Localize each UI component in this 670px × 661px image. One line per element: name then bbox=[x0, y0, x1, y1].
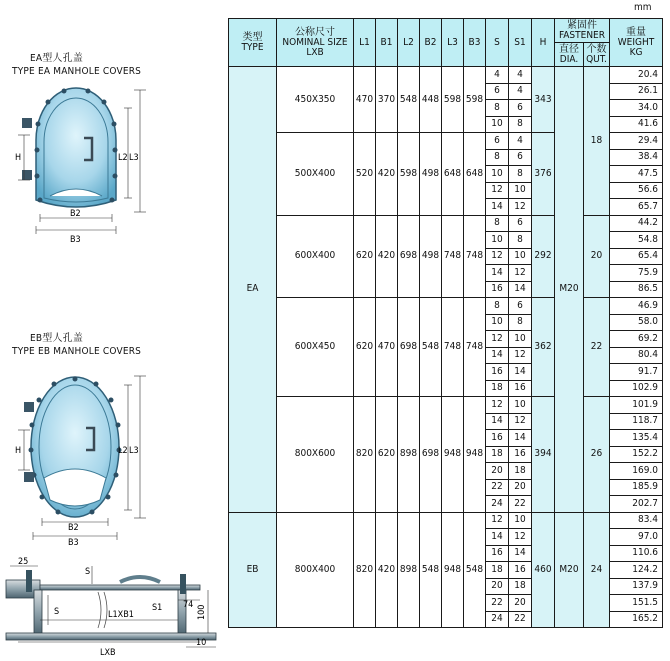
s1-cell: 10 bbox=[509, 182, 532, 199]
s1-cell: 22 bbox=[509, 611, 532, 628]
l2-cell: 698 bbox=[398, 298, 420, 397]
b1-cell: 420 bbox=[376, 133, 398, 216]
b2-cell: 548 bbox=[420, 512, 442, 628]
l2-cell: 898 bbox=[398, 397, 420, 513]
b1-cell: 620 bbox=[376, 397, 398, 513]
header-l1: L1 bbox=[354, 19, 376, 67]
weight-cell: 56.6 bbox=[610, 182, 663, 199]
weight-cell: 65.7 bbox=[610, 199, 663, 216]
section-l1xb1-label: L1XB1 bbox=[108, 610, 134, 620]
s-cell: 12 bbox=[486, 397, 509, 414]
s1-cell: 10 bbox=[509, 397, 532, 414]
weight-cell: 185.9 bbox=[610, 479, 663, 496]
s-cell: 16 bbox=[486, 281, 509, 298]
s-cell: 18 bbox=[486, 446, 509, 463]
s1-cell: 14 bbox=[509, 545, 532, 562]
weight-cell: 58.0 bbox=[610, 314, 663, 331]
weight-cell: 124.2 bbox=[610, 562, 663, 579]
s1-cell: 6 bbox=[509, 149, 532, 166]
nominal-size-cell: 500X400 bbox=[277, 133, 354, 216]
type-cell: EB bbox=[229, 512, 277, 628]
spec-table bbox=[228, 18, 663, 628]
s1-cell: 10 bbox=[509, 248, 532, 265]
eb-title-en: TYPE EB MANHOLE COVERS bbox=[12, 346, 142, 357]
s1-cell: 20 bbox=[509, 479, 532, 496]
s-cell: 20 bbox=[486, 463, 509, 480]
weight-cell: 46.9 bbox=[610, 298, 663, 315]
header-s1: S1 bbox=[509, 19, 532, 67]
s1-cell: 16 bbox=[509, 380, 532, 397]
ea-h-label: H bbox=[15, 153, 22, 163]
header-dia: 直径 DIA. bbox=[555, 43, 584, 67]
weight-cell: 69.2 bbox=[610, 331, 663, 348]
weight-cell: 151.5 bbox=[610, 595, 663, 612]
s-cell: 10 bbox=[486, 232, 509, 249]
eb-cover-drawing bbox=[15, 376, 146, 548]
header-type: 类型 TYPE bbox=[229, 19, 277, 67]
weight-cell: 137.9 bbox=[610, 578, 663, 595]
s-cell: 24 bbox=[486, 611, 509, 628]
section-s1-label: S1 bbox=[152, 603, 163, 613]
s-cell: 14 bbox=[486, 199, 509, 216]
weight-cell: 29.4 bbox=[610, 133, 663, 150]
b1-cell: 470 bbox=[376, 298, 398, 397]
s1-cell: 6 bbox=[509, 215, 532, 232]
s-cell: 22 bbox=[486, 595, 509, 612]
weight-cell: 169.0 bbox=[610, 463, 663, 480]
s-cell: 10 bbox=[486, 166, 509, 183]
spec-table-body bbox=[229, 67, 663, 628]
s-cell: 20 bbox=[486, 578, 509, 595]
weight-cell: 65.4 bbox=[610, 248, 663, 265]
s1-cell: 8 bbox=[509, 116, 532, 133]
s-cell: 6 bbox=[486, 133, 509, 150]
l1-cell: 620 bbox=[354, 298, 376, 397]
dia-cell: M20 bbox=[555, 512, 584, 628]
s1-cell: 8 bbox=[509, 166, 532, 183]
weight-cell: 38.4 bbox=[610, 149, 663, 166]
weight-cell: 135.4 bbox=[610, 430, 663, 447]
weight-cell: 91.7 bbox=[610, 364, 663, 381]
ea-cover-drawing bbox=[15, 88, 146, 245]
l2-cell: 898 bbox=[398, 512, 420, 628]
l1-cell: 820 bbox=[354, 397, 376, 513]
s-cell: 8 bbox=[486, 298, 509, 315]
nominal-size-cell: 450X350 bbox=[277, 67, 354, 133]
section-drawing bbox=[6, 557, 216, 658]
s1-cell: 8 bbox=[509, 232, 532, 249]
l1-cell: 470 bbox=[354, 67, 376, 133]
s-cell: 10 bbox=[486, 314, 509, 331]
weight-cell: 86.5 bbox=[610, 281, 663, 298]
s1-cell: 16 bbox=[509, 446, 532, 463]
section-100-label: 100 bbox=[197, 604, 207, 620]
s1-cell: 10 bbox=[509, 331, 532, 348]
weight-cell: 165.2 bbox=[610, 611, 663, 628]
s1-cell: 14 bbox=[509, 364, 532, 381]
nominal-size-cell: 600X400 bbox=[277, 215, 354, 298]
weight-cell: 110.6 bbox=[610, 545, 663, 562]
weight-cell: 20.4 bbox=[610, 67, 663, 84]
s1-cell: 14 bbox=[509, 430, 532, 447]
h-cell: 292 bbox=[532, 215, 555, 298]
l1-cell: 620 bbox=[354, 215, 376, 298]
l1-cell: 820 bbox=[354, 512, 376, 628]
s1-cell: 10 bbox=[509, 512, 532, 529]
b2-cell: 548 bbox=[420, 298, 442, 397]
s-cell: 4 bbox=[486, 67, 509, 84]
h-cell: 362 bbox=[532, 298, 555, 397]
section-74-label: 74 bbox=[183, 600, 194, 610]
s-cell: 12 bbox=[486, 331, 509, 348]
qty-cell: 22 bbox=[584, 298, 610, 397]
s-cell: 12 bbox=[486, 248, 509, 265]
b1-cell: 370 bbox=[376, 67, 398, 133]
s1-cell: 6 bbox=[509, 100, 532, 117]
b3-cell: 748 bbox=[464, 215, 486, 298]
section-s-left-label: S bbox=[54, 607, 60, 617]
qty-cell: 26 bbox=[584, 397, 610, 513]
s-cell: 14 bbox=[486, 529, 509, 546]
weight-cell: 102.9 bbox=[610, 380, 663, 397]
b3-cell: 548 bbox=[464, 512, 486, 628]
l3-cell: 948 bbox=[442, 397, 464, 513]
l3-cell: 748 bbox=[442, 298, 464, 397]
nominal-size-cell: 800X400 bbox=[277, 512, 354, 628]
l1-cell: 520 bbox=[354, 133, 376, 216]
b2-cell: 698 bbox=[420, 397, 442, 513]
s-cell: 16 bbox=[486, 364, 509, 381]
b1-cell: 420 bbox=[376, 215, 398, 298]
table-row bbox=[229, 512, 663, 529]
b3-cell: 648 bbox=[464, 133, 486, 216]
b2-cell: 498 bbox=[420, 215, 442, 298]
s1-cell: 20 bbox=[509, 595, 532, 612]
s1-cell: 18 bbox=[509, 463, 532, 480]
weight-cell: 118.7 bbox=[610, 413, 663, 430]
weight-cell: 44.2 bbox=[610, 215, 663, 232]
section-25-label: 25 bbox=[18, 557, 29, 567]
s1-cell: 4 bbox=[509, 133, 532, 150]
s-cell: 8 bbox=[486, 100, 509, 117]
ea-l2-label: L2 bbox=[118, 153, 128, 163]
s1-cell: 12 bbox=[509, 529, 532, 546]
s1-cell: 4 bbox=[509, 83, 532, 100]
b3-cell: 748 bbox=[464, 298, 486, 397]
ea-title-en: TYPE EA MANHOLE COVERS bbox=[12, 66, 142, 77]
b3-cell: 948 bbox=[464, 397, 486, 513]
s-cell: 14 bbox=[486, 347, 509, 364]
weight-cell: 83.4 bbox=[610, 512, 663, 529]
b1-cell: 420 bbox=[376, 512, 398, 628]
weight-cell: 41.6 bbox=[610, 116, 663, 133]
weight-cell: 75.9 bbox=[610, 265, 663, 282]
header-h: H bbox=[532, 19, 555, 67]
section-s-top-label: S bbox=[85, 567, 91, 577]
s-cell: 8 bbox=[486, 215, 509, 232]
weight-cell: 54.8 bbox=[610, 232, 663, 249]
eb-l3-label: L3 bbox=[129, 446, 139, 456]
header-b3: B3 bbox=[464, 19, 486, 67]
s-cell: 24 bbox=[486, 496, 509, 513]
weight-cell: 101.9 bbox=[610, 397, 663, 414]
weight-cell: 47.5 bbox=[610, 166, 663, 183]
eb-b3-label: B3 bbox=[68, 538, 79, 548]
table-row bbox=[229, 67, 663, 84]
s1-cell: 6 bbox=[509, 298, 532, 315]
h-cell: 394 bbox=[532, 397, 555, 513]
b2-cell: 498 bbox=[420, 133, 442, 216]
dia-cell: M20 bbox=[555, 67, 584, 513]
eb-h-label: H bbox=[15, 446, 22, 456]
header-l3: L3 bbox=[442, 19, 464, 67]
weight-cell: 202.7 bbox=[610, 496, 663, 513]
header-s: S bbox=[486, 19, 509, 67]
qty-cell: 20 bbox=[584, 215, 610, 298]
header-nominal-size: 公称尺寸 NOMINAL SIZE LXB bbox=[277, 19, 354, 67]
qty-cell: 24 bbox=[584, 512, 610, 628]
s-cell: 6 bbox=[486, 83, 509, 100]
s-cell: 10 bbox=[486, 116, 509, 133]
section-10-label: 10 bbox=[196, 638, 207, 648]
type-cell: EA bbox=[229, 67, 277, 513]
s1-cell: 8 bbox=[509, 314, 532, 331]
s-cell: 18 bbox=[486, 562, 509, 579]
weight-cell: 80.4 bbox=[610, 347, 663, 364]
header-fastener: 紧固件 FASTENER bbox=[555, 19, 610, 43]
nominal-size-cell: 800X600 bbox=[277, 397, 354, 513]
s-cell: 12 bbox=[486, 182, 509, 199]
eb-b2-label: B2 bbox=[68, 523, 79, 533]
eb-title-cn: EB型人孔盖 bbox=[30, 333, 84, 344]
ea-title-cn: EA型人孔盖 bbox=[30, 53, 84, 64]
unit-label: mm bbox=[634, 2, 652, 13]
s-cell: 8 bbox=[486, 149, 509, 166]
header-b1: B1 bbox=[376, 19, 398, 67]
s-cell: 16 bbox=[486, 545, 509, 562]
s1-cell: 16 bbox=[509, 562, 532, 579]
b3-cell: 598 bbox=[464, 67, 486, 133]
s-cell: 22 bbox=[486, 479, 509, 496]
s-cell: 16 bbox=[486, 430, 509, 447]
l2-cell: 698 bbox=[398, 215, 420, 298]
nominal-size-cell: 600X450 bbox=[277, 298, 354, 397]
drawings bbox=[0, 0, 228, 661]
l3-cell: 748 bbox=[442, 215, 464, 298]
s1-cell: 18 bbox=[509, 578, 532, 595]
l3-cell: 648 bbox=[442, 133, 464, 216]
b2-cell: 448 bbox=[420, 67, 442, 133]
weight-cell: 152.2 bbox=[610, 446, 663, 463]
header-l2: L2 bbox=[398, 19, 420, 67]
s1-cell: 12 bbox=[509, 347, 532, 364]
header-qut: 个数 QUT. bbox=[584, 43, 610, 67]
table-row bbox=[229, 215, 663, 232]
ea-b2-label: B2 bbox=[70, 209, 81, 219]
h-cell: 460 bbox=[532, 512, 555, 628]
s-cell: 12 bbox=[486, 512, 509, 529]
weight-cell: 97.0 bbox=[610, 529, 663, 546]
s1-cell: 22 bbox=[509, 496, 532, 513]
s-cell: 14 bbox=[486, 413, 509, 430]
header-weight: 重量 WEIGHT KG bbox=[610, 19, 663, 67]
h-cell: 376 bbox=[532, 133, 555, 216]
table-row bbox=[229, 397, 663, 414]
qty-cell: 18 bbox=[584, 67, 610, 216]
ea-b3-label: B3 bbox=[70, 235, 81, 245]
l2-cell: 598 bbox=[398, 133, 420, 216]
l3-cell: 948 bbox=[442, 512, 464, 628]
l2-cell: 548 bbox=[398, 67, 420, 133]
h-cell: 343 bbox=[532, 67, 555, 133]
l3-cell: 598 bbox=[442, 67, 464, 133]
s1-cell: 12 bbox=[509, 199, 532, 216]
s1-cell: 4 bbox=[509, 67, 532, 84]
header-b2: B2 bbox=[420, 19, 442, 67]
s1-cell: 12 bbox=[509, 265, 532, 282]
table-row bbox=[229, 298, 663, 315]
section-lxb-label: LXB bbox=[100, 648, 116, 658]
weight-cell: 26.1 bbox=[610, 83, 663, 100]
s-cell: 18 bbox=[486, 380, 509, 397]
s1-cell: 14 bbox=[509, 281, 532, 298]
ea-l3-label: L3 bbox=[129, 153, 139, 163]
weight-cell: 34.0 bbox=[610, 100, 663, 117]
s-cell: 14 bbox=[486, 265, 509, 282]
eb-l2-label: L2 bbox=[118, 446, 128, 456]
s1-cell: 12 bbox=[509, 413, 532, 430]
